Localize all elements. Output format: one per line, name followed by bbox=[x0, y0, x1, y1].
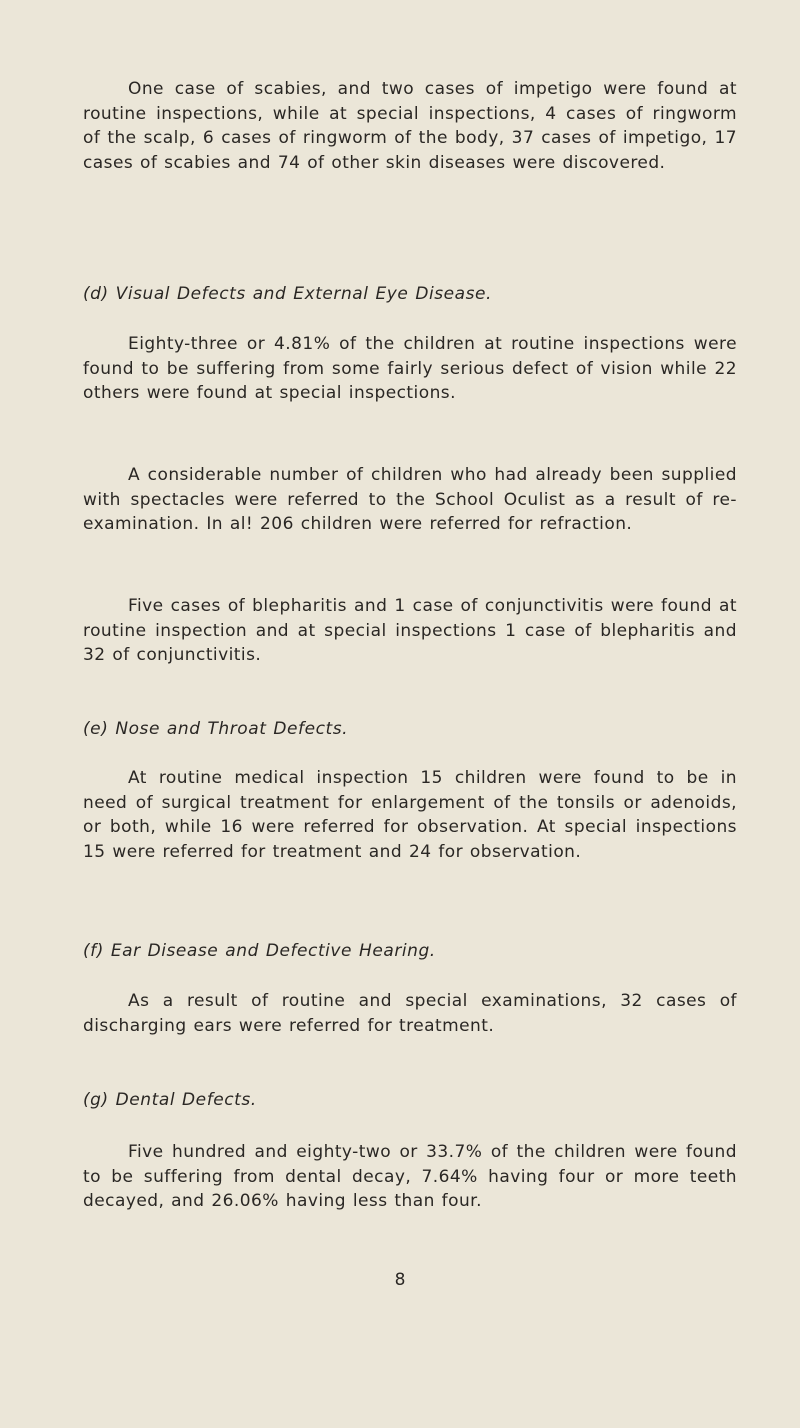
paragraph-spectacles: A considerable number of children who had already been supplied with spectacles were referred to the School Oculist as a result of re-examination. In al! 206 children were referred for refraction. bbox=[83, 465, 737, 534]
paragraph-dental-defects: Five hundred and eighty-two or 33.7% of the children were found to be suffering from dental decay, 7.64% having four or more teeth decayed, and 26.06% having less than four. bbox=[83, 1142, 737, 1211]
paragraph-blepharitis: Five cases of blepharitis and 1 case of conjunctivitis were found at routine inspection and at special inspections 1 case of blepharitis and 32 of conjunctivitis. bbox=[83, 596, 737, 665]
page-number: 8 bbox=[394, 1270, 406, 1290]
heading-nose-throat: (e) Nose and Throat Defects. bbox=[83, 719, 349, 739]
heading-dental-defects: (g) Dental Defects. bbox=[83, 1090, 257, 1110]
paragraph-nose-throat: At routine medical inspection 15 children were found to be in need of surgical treatment for enlargement of the tonsils or adenoids, or both, while 16 were referred for observation. At special inspections 15 were referred for treatment and 24 for observation. bbox=[83, 768, 737, 862]
heading-ear-disease: (f) Ear Disease and Defective Hearing. bbox=[83, 941, 436, 961]
heading-visual-defects: (d) Visual Defects and External Eye Disease. bbox=[83, 284, 493, 304]
paragraph-visual-defects: Eighty-three or 4.81% of the children at routine inspections were found to be suffering from some fairly serious defect of vision while 22 others were found at special inspections. bbox=[83, 334, 737, 403]
paragraph-ear-disease: As a result of routine and special examinations, 32 cases of discharging ears were referred for treatment. bbox=[83, 991, 737, 1036]
paragraph-skin-diseases: One case of scabies, and two cases of impetigo were found at routine inspections, while at special inspections, 4 cases of ringworm of the scalp, 6 cases of ringworm of the body, 37 cases of impetigo, 17 cases of scabies and 74 of other skin diseases were discovered. bbox=[83, 79, 737, 173]
